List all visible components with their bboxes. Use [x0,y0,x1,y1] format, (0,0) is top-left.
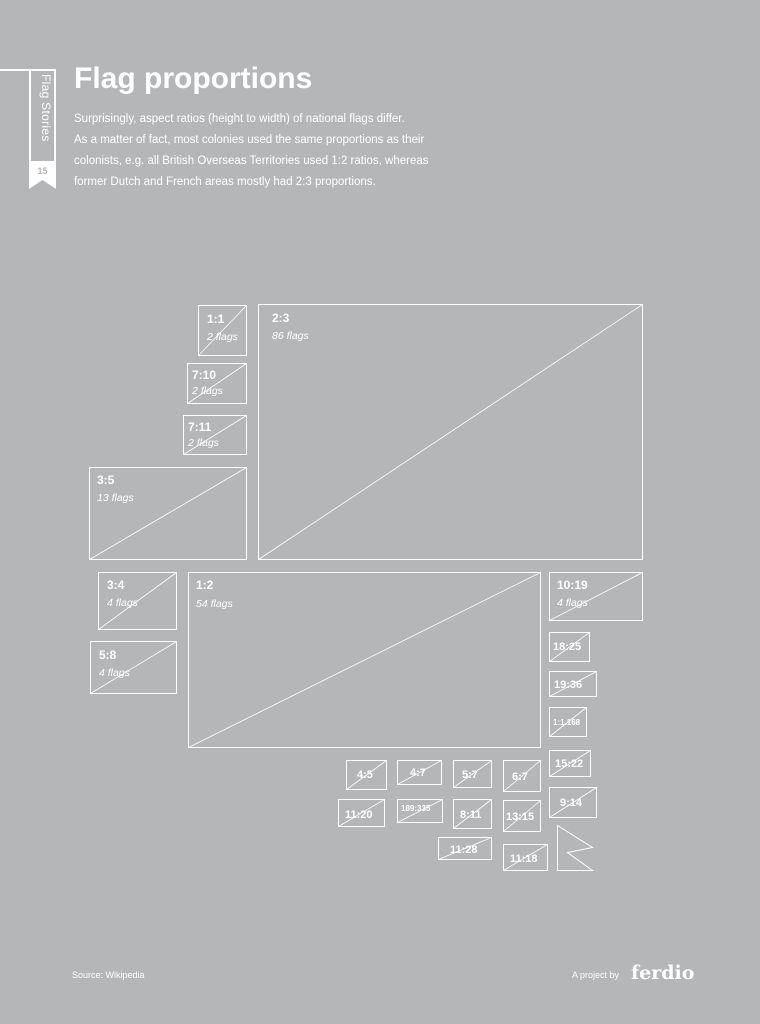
flag-count-label: 13 flags [97,492,134,504]
series-label: Flag Stories [39,74,53,142]
ratio-label: 19:36 [554,679,583,691]
ratio-label: 1:2 [196,578,214,592]
flag-ratio-19-36 [550,672,597,697]
ratio-diagonal [189,573,541,748]
flag-ratio-3-4 [99,573,177,630]
flag-count-label: 54 flags [196,598,233,610]
flag-ratio-7-11 [184,416,247,455]
ratio-label: 4:5 [357,769,373,781]
ratio-label: 3:4 [107,578,125,592]
flag-ratio-7-10 [188,364,247,404]
flag-ratio-4-5 [347,761,387,790]
ratio-label: 15:22 [555,758,584,770]
ferdio-logo: ferdio [631,962,695,984]
ratio-label: 11:18 [510,853,538,865]
ratio-label: 2:3 [272,311,290,325]
flag-ratio-1-1-168 [550,708,587,737]
ratio-label: 5:7 [462,769,478,781]
ratio-label: 13:15 [506,811,535,823]
flag-ratio-1-1 [199,306,247,356]
flag-ratio-8-11 [454,800,492,829]
flag-ratio-11-20 [339,800,385,827]
flag-count-label: 86 flags [272,330,309,342]
ratio-label: 6:7 [512,771,528,783]
ratio-label: 4:7 [410,767,426,779]
flag-ratio-2-3 [259,305,643,560]
flag-ratio-4-7 [398,761,442,785]
flag-ratio-5-8 [91,642,177,694]
flag-ratio-6-7 [504,761,541,792]
ratio-label: 18:25 [553,641,582,653]
source-note: Source: Wikipedia [72,970,145,980]
flag-count-label: 2 flags [192,385,223,397]
ratio-label: 7:10 [192,368,217,382]
page-title: Flag proportions [74,62,313,95]
flag-ratio-15-22 [550,751,591,777]
flag-ratio-1-2 [189,573,541,748]
ratio-label: 3:5 [97,473,115,487]
flag-ratio-9-14 [550,788,597,818]
ratio-label: 10:19 [557,578,588,592]
flag-ratio-189-335 [398,800,443,823]
flag-count-label: 2 flags [188,437,219,449]
ratio-label: 11:28 [450,844,478,856]
flag-ratio-18-25 [550,633,590,662]
intro-line-3: colonists, e.g. all British Overseas Territories used 1:2 ratios, whereas [74,155,429,167]
ratio-label: 9:14 [560,797,583,809]
ratio-label: 1:1.168 [553,718,581,727]
credit-prefix: A project by [572,970,620,980]
flag-ratio-11-18 [504,845,548,871]
ratio-label: 7:11 [188,420,212,434]
flag-ratio-3-5 [90,468,247,560]
series-number: 15 [37,166,48,176]
intro-line-4: former Dutch and French areas mostly had 2:3 proportions. [74,176,376,188]
flag-ratio-10-19 [550,573,643,621]
irregular-flag-shape [558,826,593,871]
ratio-diagonal [259,305,643,560]
ratio-label: 8:11 [460,809,482,821]
intro-line-2: As a matter of fact, most colonies used the same proportions as their [74,134,425,146]
flag-ratio-irregular [558,826,593,871]
flag-count-label: 4 flags [99,667,130,679]
ratio-label: 189:335 [401,804,431,813]
flag-count-label: 4 flags [557,597,588,609]
ratio-label: 5:8 [99,648,117,662]
flag-ratio-13-15 [504,801,541,832]
flag-ratio-5-7 [454,761,492,788]
flag-count-label: 2 flags [207,331,238,343]
ratio-label: 1:1 [207,312,225,326]
flag-count-label: 4 flags [107,597,138,609]
flag-ratio-11-28 [439,838,492,860]
intro-line-1: Surprisingly, aspect ratios (height to width) of national flags differ. [74,113,405,125]
ratio-label: 11:20 [345,809,373,821]
